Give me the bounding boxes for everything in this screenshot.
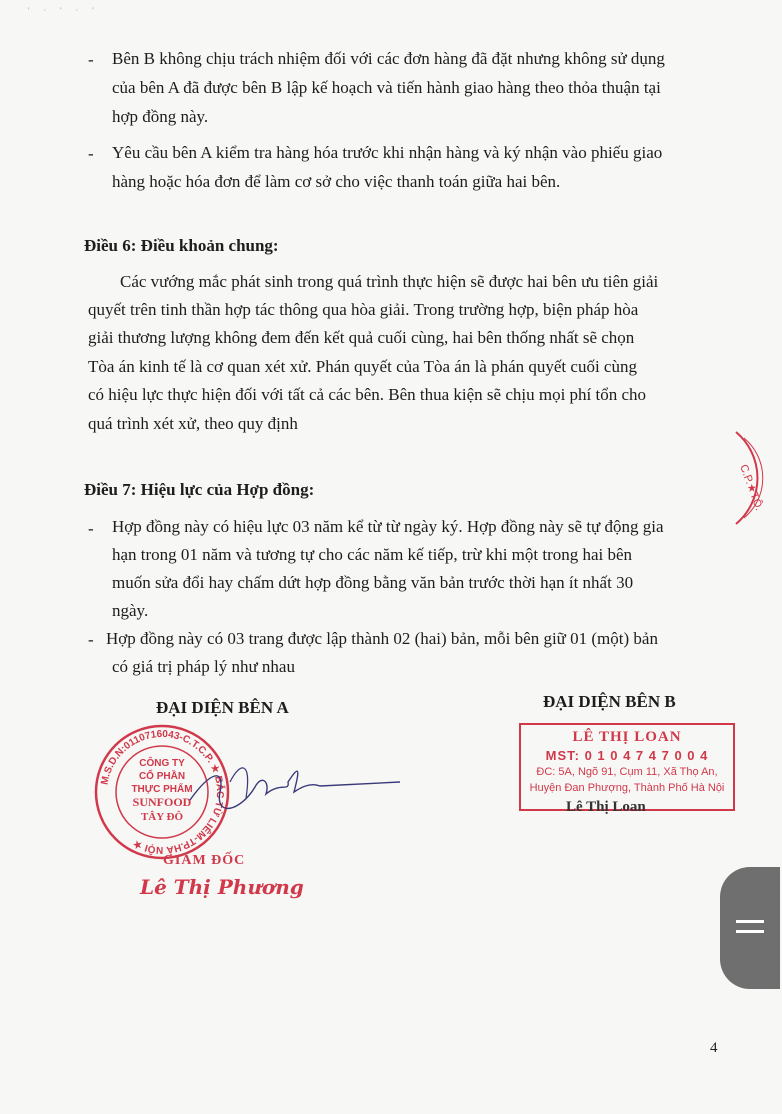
handle-grip-line	[736, 920, 764, 923]
article-6-line-3: giải thương lượng không đem đến kết quả cuối cùng, hai bên thống nhất sẽ chọn	[88, 328, 635, 347]
bullet: -	[88, 519, 94, 538]
director-name: Lê Thị Phương	[140, 875, 304, 899]
article-6-heading: Điều 6: Điều khoản chung:	[84, 236, 279, 255]
paragraph-1-line-3: hợp đồng này.	[112, 107, 209, 126]
party-a-title: ĐẠI DIỆN BÊN A	[156, 698, 289, 717]
scan-specks: ' · ' · '	[28, 6, 100, 15]
article-6-line-6: quá trình xét xử, theo quy định	[88, 414, 298, 433]
article-7-line-1: Hợp đồng này có hiệu lực 03 năm kể từ từ ngày ký. Hợp đồng này sẽ tự động gia	[112, 517, 664, 536]
director-title: GIÁM ĐỐC	[163, 853, 246, 868]
bullet: -	[88, 144, 94, 163]
stamp-a-ring-text: M.S.D.N:0110716043-C.T.C.P. ★ BẮC TỪ LIÊM-TP.HÀ NỘI ★	[99, 728, 226, 856]
article-7-line-3: muốn sửa đổi hay chấm dứt hợp đồng bằng văn bản trước thời hạn ít nhất 30	[112, 573, 634, 592]
article-7-heading: Điều 7: Hiệu lực của Hợp đồng:	[84, 480, 315, 499]
signer-b-name: Lê Thị Loan	[566, 799, 646, 815]
drag-handle-icon[interactable]	[720, 867, 780, 989]
article-6-line-4: Tòa án kinh tế là cơ quan xét xử. Phán quyết của Tòa án là phán quyết cuối cùng	[88, 357, 637, 376]
bullet: -	[88, 50, 94, 69]
bullet: -	[88, 630, 94, 649]
article-7-line-4: ngày.	[112, 601, 149, 620]
stamp-a-line-3: THỰC PHẨM	[131, 784, 193, 795]
stamp-a-line-4: SUNFOOD	[132, 795, 192, 809]
handle-grip-line	[736, 930, 764, 933]
company-stamp-b	[519, 723, 735, 811]
party-b-title: ĐẠI DIỆN BÊN B	[543, 692, 676, 711]
stamp-a-line-5: TÂY ĐÔ	[140, 811, 184, 823]
side-stamp-text: C.P.★TÔ.	[737, 462, 765, 513]
side-stamp-fragment	[722, 428, 782, 528]
stamp-b-address-2: Huyện Đan Phượng, Thành Phố Hà Nội	[529, 782, 725, 794]
article-6-line-2: quyết trên tinh thần hợp tác thông qua hòa giải. Trong trường hợp, biện pháp hòa	[88, 300, 639, 319]
page-number: 4	[710, 1040, 718, 1056]
stamp-a-line-2: CỔ PHẦN	[138, 771, 186, 782]
paragraph-2-line-2: hàng hoặc hóa đơn để làm cơ sở cho việc thanh toán giữa hai bên.	[112, 172, 561, 191]
stamp-b-name: LÊ THỊ LOAN	[572, 729, 682, 745]
paragraph-2-line-1: Yêu cầu bên A kiểm tra hàng hóa trước khi nhận hàng và ký nhận vào phiếu giao	[112, 143, 663, 162]
stamp-a-line-1: CÔNG TY	[139, 758, 185, 769]
article-7-line-2: hạn trong 01 năm và tương tự cho các năm kế tiếp, trừ khi một trong hai bên	[112, 545, 633, 564]
stamp-b-tax-code: MST: 0 1 0 4 7 4 7 0 0 4	[545, 748, 709, 763]
article-7-line-5: Hợp đồng này có 03 trang được lập thành 02 (hai) bản, mỗi bên giữ 01 (một) bản	[106, 629, 658, 648]
article-6-line-5: có hiệu lực thực hiện đối với tất cả các bên. Bên thua kiện sẽ chịu mọi phí tổn cho	[88, 385, 647, 404]
article-6-line-1: Các vướng mắc phát sinh trong quá trình thực hiện sẽ được hai bên ưu tiên giải	[120, 272, 659, 291]
paragraph-1-line-1: Bên B không chịu trách nhiệm đối với các đơn hàng đã đặt nhưng không sử dụng	[112, 49, 665, 68]
signature-a	[170, 752, 410, 822]
stamp-b-address-1: ĐC: 5A, Ngõ 91, Cụm 11, Xã Thọ An,	[536, 766, 718, 778]
article-7-line-6: có giá trị pháp lý như nhau	[112, 657, 295, 676]
paragraph-1-line-2: của bên A đã được bên B lập kế hoạch và tiến hành giao hàng theo thỏa thuận tại	[112, 78, 661, 97]
